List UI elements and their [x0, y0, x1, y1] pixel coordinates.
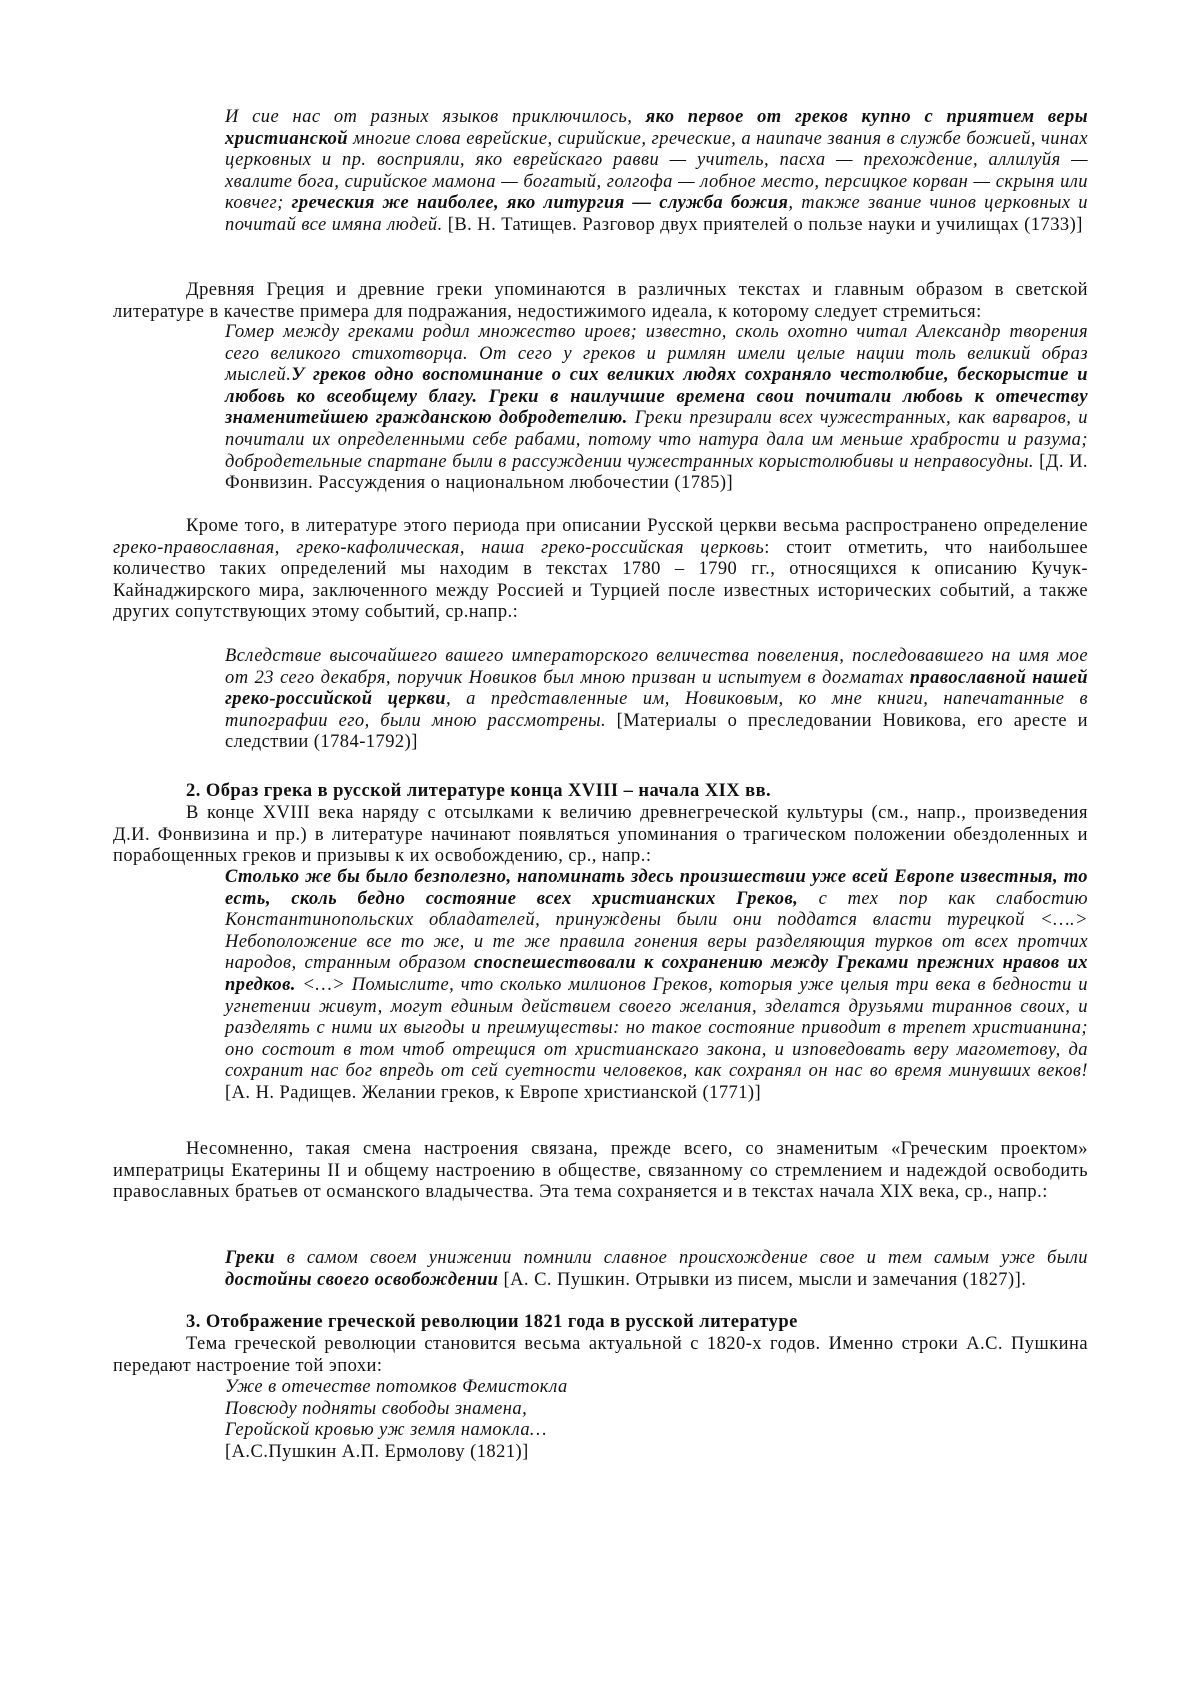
text-run: ,	[274, 537, 297, 558]
italic-run: в самом своем унижении помнили славное происхождение свое и тем самым уже были	[275, 1248, 1088, 1268]
para-church	[113, 516, 1088, 624]
text-run: Несомненно, такая смена настроения связана, прежде всего, со знаменитым «Греческим проектом» императрицы Екатерины II и общему настроению в обществе, связанному со стремлением и надеждой освободить православных братьев от османского владычества. Эта тема сохраняется и в текстах начала XIX века, ср., напр.:	[113, 1139, 1088, 1203]
italic-run: равви — учитель, пасха — прехождение, аллилуйя — хвалите бога, сирийское мамона — богатый, голгофа — лобное место, персицкое корван — скрыня или ковчег;	[225, 150, 1088, 214]
quote-tatishchev	[225, 107, 1088, 237]
emphasis-run: Столько же бы было безполезно, напоминать здесь произшествии уже всей Европе известныя, то есть, сколь бедно состояние всех христианских Греков,	[225, 867, 1088, 909]
italic-run: , а представленные им, Новиковым, ко мне книги, напечатанные в типографии его, были мною рассмотрены.	[225, 689, 1089, 731]
poem	[225, 1377, 568, 1463]
para-revolution	[113, 1334, 1088, 1377]
emphasis-run: греческия же наиболее, яко литургия — служба божия	[291, 193, 789, 214]
text-run: [Материалы о преследовании Новикова, его аресте и следствии (1784-1792)]	[225, 710, 1088, 753]
italic-run: Вследствие высочайшего вашего императорского величества повеления, последовавшего на имя мое от 23 сего декабря, поручик Новиков был мною призван и испытуем в догматах	[225, 646, 1088, 688]
poem-line: Уже в отечестве потомков Фемистокла	[225, 1377, 568, 1397]
italic-run: Гомер между греками родил множество ироев; известно, сколь охотно читал Александр творения сего великого стихотворца. От сего у греков и римлян имели целые нации толь великий образ мыслей.	[225, 322, 1088, 386]
section-heading-3: 3. Отображение греческой революции 1821 года в русской литературе	[186, 1312, 798, 1332]
text-run: [Д. И. Фонвизин. Рассуждения о национальном любочестии (1785)]	[225, 451, 1088, 494]
italic-run: Греки презирали всех чужестранных, как варваров, и почитали их определенными себе рабами, потому что натура дала им меньше храбрости и разума; добродетельные спартане были в рассуждении чужестранных корыстолюбивы и неправосудны.	[225, 408, 1088, 472]
text-run: [В. Н. Татищев. Разговор двух приятелей о пользе науки и училищах (1733)]	[442, 214, 1083, 235]
text-run: Древняя Греция и древние греки упоминаются в различных текстах и главным образом в светской литературе в качестве примера для подражания, недостижимого идеала, к которому следует стремиться:	[113, 280, 1088, 322]
italic-run: <…> Помыслите, что сколько милионов Греков, которыя уже целыя три века в бедности и угнетении живут, могут единым действием своего желания, зделатся друзьями тираннов своих, и разделять с ними их выгоды и преимуществы: но такое состояние приводит в трепет христианина; оно состоит в том чтоб отрещися от христианскаго закона, и изповедовать веру магометову, да сохранит нас бог впредь от сей суетности человеков, как сохранял он нас во время минувших веков!	[225, 974, 1088, 1082]
emphasis-run: яко первое от греков купно с приятием веры христианской	[225, 107, 1088, 149]
text-run: : стоит отметить, что наибольшее количество таких определений мы находим в текстах 1780 – 1790 гг., относящихся к описанию Кучук-Кайнаджирского мира, заключенного между Россией и Турцией после известных исторических событий, а также других сопутствующих этому событий, ср.напр.:	[113, 537, 1089, 623]
quote-pushkin	[225, 1248, 1088, 1291]
italic-run: И сие нас от разных языков приключилось,	[225, 107, 646, 127]
poem-line: Повсюду подняты свободы знамена,	[225, 1398, 528, 1419]
text-run: [А. Н. Радищев. Желании греков, к Европе христианской (1771)]	[225, 1082, 762, 1103]
italic-run: греко-православная	[113, 537, 275, 558]
text-run: В конце XVIII века наряду с отсылками к величию древнегреческой культуры (см., напр., произведения Д.И. Фонвизина и пр.) в литературе начинают появляться упоминания о трагическом положении обездоленных и порабощенных греков и призывы к их освобождению, ср., напр.:	[113, 803, 1088, 867]
italic-run: греко-кафолическая	[296, 537, 460, 558]
section-heading-2: 2. Образ грека в русской литературе конца XVIII – начала XIX вв.	[186, 781, 772, 801]
quote-novikov	[225, 646, 1088, 754]
para-late-18	[113, 803, 1088, 868]
poem-source: [А.С.Пушкин А.П. Ермолову (1821)]	[225, 1441, 529, 1462]
italic-run: , также звание чинов церковных и почитай все имяна людей.	[225, 193, 1089, 235]
text-run: Кроме того, в литературе этого периода при описании Русской церкви весьма распространено определение	[186, 516, 1088, 536]
text-run: Тема греческой революции становится весьма актуальной с 1820-х годов. Именно строки А.С. Пушкина передают настроение той эпохи:	[113, 1334, 1088, 1376]
para-greek-project	[113, 1139, 1088, 1204]
emphasis-run: споспешествовали к сохранению между Греками прежних нравов их предков.	[225, 953, 1088, 995]
quote-fonvizin	[225, 322, 1088, 495]
text-run: ,	[459, 537, 482, 558]
emphasis-run: У греков одно воспоминание о сих великих людях сохраняло честолюбие, бескорыстие и любовь ко всеобщему благу. Греки в наилучшие времена свои почитали любовь к отечеству знаменитейшею гражданскою добродетелию.	[225, 365, 1088, 429]
poem-line: Геройской кровью уж земля намокла…	[225, 1420, 547, 1441]
emphasis-run: достойны своего освобождении	[225, 1269, 499, 1290]
quote-radishchev	[225, 867, 1088, 1105]
italic-run: с тех пор как слабостию Константинопольских обладателей, принуждены были они поддатся власти турецкой <….> Небоположение все то же, и те же правила гонения веры разделяющия турков от всех протчих народов, странным образом	[225, 888, 1089, 974]
emphasis-run: православной нашей греко-российской церкви	[225, 667, 1088, 710]
emphasis-run: Греки	[225, 1248, 276, 1268]
italic-run: наша греко-российская церковь	[481, 537, 765, 558]
para-ancient-greece	[113, 280, 1088, 323]
text-run: [А. С. Пушкин. Отрывки из писем, мысли и замечания (1827)].	[498, 1269, 1027, 1290]
italic-run: многие слова еврейские, сирийские, греческие, а наипаче звания в службе божией, чинах церковных и пр. восприяли, яко еврейскаго	[225, 128, 1088, 171]
